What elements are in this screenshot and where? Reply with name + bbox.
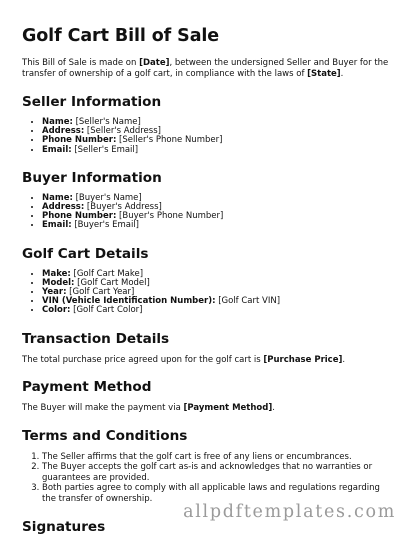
- list-item: [42, 146, 390, 155]
- field-label: Make:: [42, 268, 71, 279]
- signatures-heading: Signatures: [22, 519, 106, 536]
- document-page: [22, 26, 390, 543]
- payment-text: The Buyer will make the payment via: [22, 403, 184, 414]
- seller-list: [22, 118, 390, 155]
- field-value: [Buyer's Address]: [84, 202, 162, 213]
- field-label: Email:: [42, 144, 72, 155]
- payment-method: [Payment Method]: [183, 403, 273, 414]
- cart-heading: Golf Cart Details: [22, 245, 149, 262]
- field-label: Name:: [42, 117, 73, 127]
- field-label: Name:: [42, 192, 73, 203]
- intro-date: [Date]: [139, 58, 170, 68]
- document-title: Golf Cart Bill of Sale: [22, 26, 220, 46]
- intro-paragraph: [22, 58, 390, 79]
- field-value: [Golf Cart Model]: [74, 277, 150, 288]
- transaction-text: The total purchase price agreed upon for the golf cart is: [22, 354, 264, 365]
- list-item: [42, 221, 390, 230]
- intro-text-1: This Bill of Sale is made on: [22, 58, 140, 68]
- cart-list: [22, 270, 390, 316]
- field-label: VIN (Vehicle Identification Number):: [42, 296, 216, 307]
- field-value: [Golf Cart Year]: [66, 287, 135, 298]
- field-value: [Golf Cart Make]: [70, 268, 144, 279]
- purchase-price: [Purchase Price]: [263, 354, 343, 365]
- field-label: Address:: [42, 202, 85, 213]
- field-value: [Golf Cart VIN]: [215, 296, 281, 307]
- terms-list: [22, 452, 390, 505]
- payment-paragraph: [22, 403, 390, 414]
- field-label: Model:: [42, 277, 75, 288]
- field-value: [Seller's Name]: [72, 117, 141, 127]
- field-label: Year:: [42, 287, 67, 298]
- list-item: 3. Both parties agree to comply with all applicable laws and regulations regarding the transfer of ownership.: [42, 483, 390, 504]
- field-value: [Seller's Email]: [71, 144, 139, 155]
- transaction-heading: Transaction Details: [22, 330, 170, 347]
- buyer-heading: Buyer Information: [22, 169, 162, 186]
- payment-end: .: [272, 403, 275, 414]
- transaction-paragraph: [22, 355, 390, 366]
- list-item: [42, 306, 390, 315]
- field-value: [Golf Cart Color]: [70, 305, 143, 316]
- field-label: Phone Number:: [42, 211, 117, 222]
- field-label: Color:: [42, 305, 71, 316]
- terms-heading: Terms and Conditions: [22, 427, 188, 444]
- field-label: Address:: [42, 126, 85, 137]
- field-value: [Seller's Phone Number]: [116, 135, 223, 146]
- field-label: Phone Number:: [42, 135, 117, 146]
- list-item: 1. The Seller affirms that the golf cart is free of any liens or encumbrances.: [42, 452, 390, 463]
- field-value: [Buyer's Email]: [71, 220, 139, 231]
- intro-state: [State]: [307, 68, 341, 79]
- transaction-end: .: [342, 354, 346, 365]
- field-label: Email:: [42, 220, 72, 231]
- seller-heading: Seller Information: [22, 94, 162, 110]
- field-value: [Seller's Address]: [84, 126, 161, 137]
- payment-heading: Payment Method: [22, 379, 152, 396]
- watermark: allpdftemplates.com: [183, 502, 396, 522]
- list-item: 2. The Buyer accepts the golf cart as-is and acknowledges that no warranties or guarantees are provided.: [42, 462, 390, 483]
- intro-text-2: , between the undersigned Seller and Buyer for the transfer of ownership of a golf cart, in compliance with the laws of: [22, 58, 389, 79]
- field-value: [Buyer's Phone Number]: [116, 211, 224, 222]
- buyer-list: [22, 194, 390, 231]
- field-value: [Buyer's Name]: [72, 192, 142, 203]
- intro-text-3: .: [340, 68, 344, 79]
